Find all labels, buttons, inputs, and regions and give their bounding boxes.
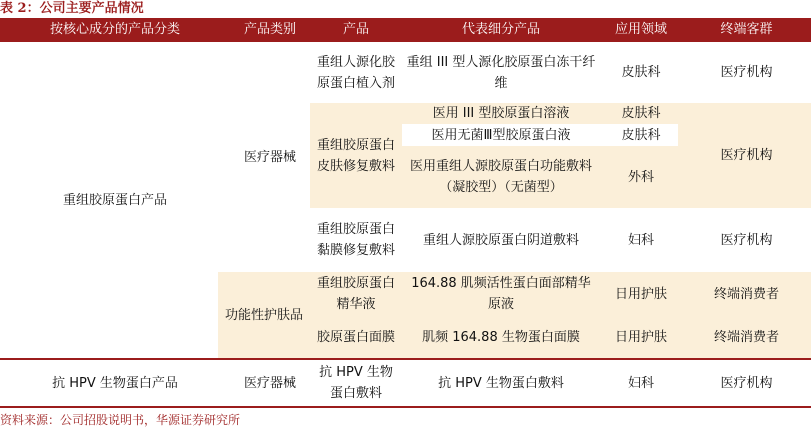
detail-hpv: 抗 HPV 生物蛋白敷料 bbox=[438, 375, 564, 391]
detail-implant: 重组 III 型人源化胶原蛋白冻干纤维 bbox=[406, 54, 596, 91]
client-hpv: 医疗机构 bbox=[720, 375, 773, 391]
category-functional-skincare: 功能性护肤品 bbox=[224, 307, 303, 323]
field-implant: 皮肤科 bbox=[621, 65, 661, 80]
header-field: 应用领域 bbox=[614, 22, 667, 37]
section-divider bbox=[0, 358, 811, 360]
field-hpv: 妇科 bbox=[627, 375, 654, 391]
field-skin-b: 皮肤科 bbox=[621, 127, 661, 143]
client-skin-repair: 医疗机构 bbox=[720, 148, 773, 163]
category-medical-device: 医疗器械 bbox=[243, 149, 296, 165]
client-mucosa: 医疗机构 bbox=[720, 232, 773, 248]
header-classification: 按核心成分的产品分类 bbox=[49, 22, 180, 37]
group-hpv: 抗 HPV 生物蛋白产品 bbox=[52, 375, 178, 391]
field-skin-a: 皮肤科 bbox=[621, 106, 661, 121]
product-mask: 胶原蛋白面膜 bbox=[316, 329, 395, 345]
header-product: 产品 bbox=[342, 22, 369, 37]
client-essence: 终端消费者 bbox=[713, 286, 779, 302]
category-medical-device-hpv: 医疗器械 bbox=[243, 375, 296, 391]
client-implant: 医疗机构 bbox=[720, 65, 773, 80]
detail-essence: 164.88 肌频活性蛋白面部精华原液 bbox=[411, 276, 591, 312]
header-client: 终端客群 bbox=[720, 22, 773, 37]
field-mask: 日用护肤 bbox=[614, 329, 667, 345]
product-mucosa: 重组胶原蛋白黏膜修复敷料 bbox=[316, 222, 395, 258]
product-implant: 重组人源化胶原蛋白植入剂 bbox=[316, 54, 395, 91]
detail-mask: 肌频 164.88 生物蛋白面膜 bbox=[422, 329, 580, 345]
field-essence: 日用护肤 bbox=[614, 286, 667, 302]
detail-skin-c: 医用重组人源胶原蛋白功能敷料（凝胶型）（无菌型） bbox=[409, 159, 592, 195]
table-title: 表 2：公司主要产品情况 bbox=[0, 1, 144, 16]
detail-skin-a: 医用 III 型胶原蛋白溶液 bbox=[432, 106, 570, 121]
table-bottom-rule bbox=[0, 406, 811, 408]
product-essence: 重组胶原蛋白精华液 bbox=[316, 276, 395, 312]
client-mask: 终端消费者 bbox=[713, 329, 779, 345]
detail-skin-b: 医用无菌Ⅲ型胶原蛋白液 bbox=[431, 127, 571, 143]
detail-mucosa: 重组人源胶原蛋白阴道敷料 bbox=[422, 232, 579, 248]
source-note: 资料来源：公司招股说明书，华源证券研究所 bbox=[0, 413, 241, 427]
product-hpv: 抗 HPV 生物蛋白敷料 bbox=[319, 365, 393, 401]
group-recombinant: 重组胶原蛋白产品 bbox=[62, 192, 167, 208]
product-skin-repair: 重组胶原蛋白皮肤修复敷料 bbox=[316, 137, 395, 174]
header-detail: 代表细分产品 bbox=[461, 22, 540, 37]
header-category: 产品类别 bbox=[243, 22, 296, 37]
field-mucosa: 妇科 bbox=[627, 232, 654, 248]
field-skin-c: 外科 bbox=[627, 169, 654, 185]
